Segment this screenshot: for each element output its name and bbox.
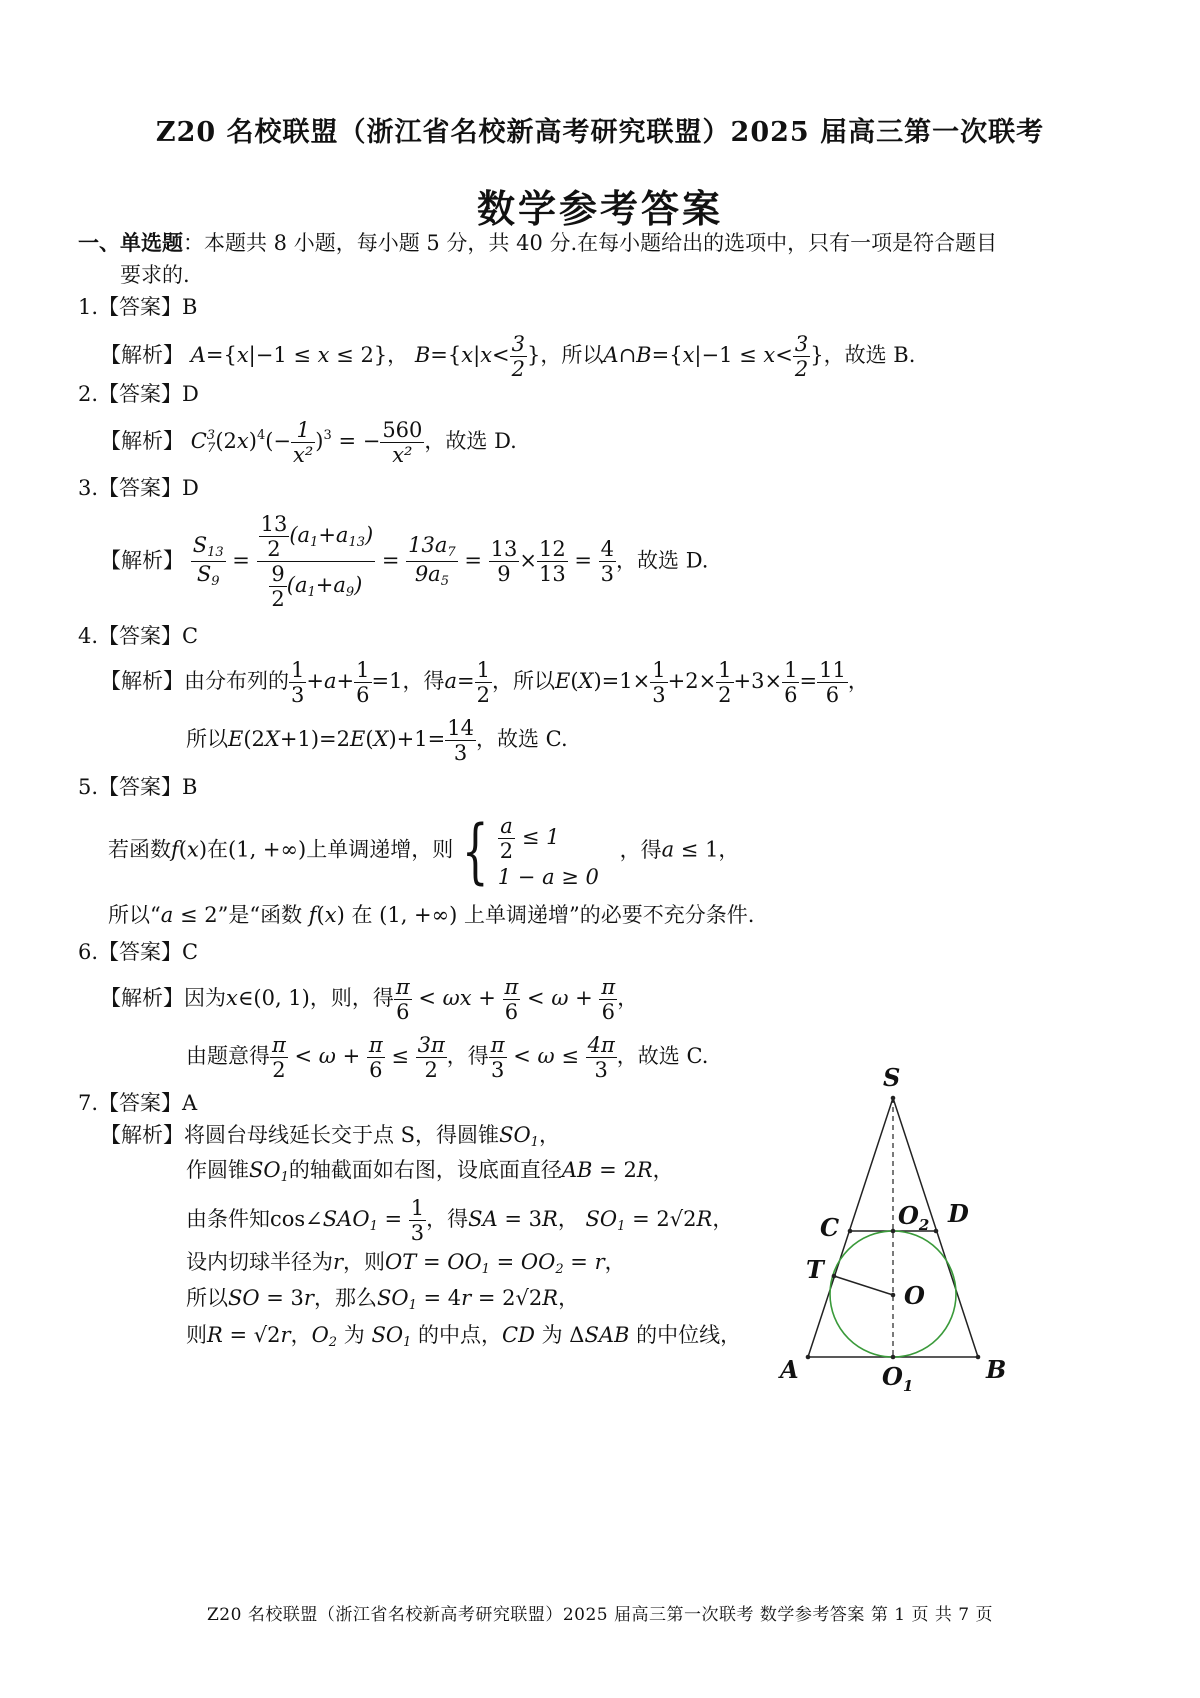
point-T [832, 1274, 837, 1279]
q3-solution: 【解析】 $\frac{S_{13}}{S_9}$ = $\frac{13}{2}$ $(a_1+a_{13})$ $\frac{9}{2}$ $(a_1+a_9)$ = $\frac{13a_7}{9a_5}$ = $\frac{13}{9}$ × $\frac{12}{13}$ = $\frac{4}{3}$ ，故选 D. [100, 512, 709, 612]
section-desc-2: 要求的. [120, 263, 190, 287]
q1-set-a: A [190, 343, 206, 368]
label-B: B [986, 1355, 1007, 1384]
q2-answer: 2.【答案】D [78, 382, 199, 406]
inequality-system: $\frac{a}{2}$ ≤ 1 1 − a ≥ 0 [497, 814, 599, 890]
q6-solution: 【解析】因为x∈(0, 1)，则，得 $\frac{\pi}{6}$ < ωx + $\frac{\pi}{6}$ < ω + $\frac{\pi}{6}$ ， [100, 975, 639, 1025]
answer-key-title: 数学参考答案 [476, 186, 723, 231]
section-heading [78, 232, 997, 254]
cone-figure [770, 1060, 1070, 1400]
q4-solution: 【解析】由分布列的 $\frac{1}{3}$ +a+ $\frac{1}{6}$ =1，得a= $\frac{1}{2}$ ，所以E(X)=1× $\frac{1}{3}$ +2× $\frac{1}{2}$ +3× $\frac{1}{6}$ = $\frac{11}{6}$ ， [100, 658, 869, 708]
label-S: S [883, 1063, 901, 1092]
q4-answer: 4.【答案】C [78, 624, 199, 648]
point-O1 [891, 1355, 896, 1360]
q1-answer: 1.【答案】B [78, 295, 198, 319]
q6-solution-2: 由题意得 $\frac{\pi}{2}$ < ω + $\frac{\pi}{6}$ ≤ $\frac{3\pi}{2}$ ，得 $\frac{\pi}{3}$ < ω ≤ $\frac{4\pi}{3}$ ，故选 C. [186, 1033, 709, 1083]
label-C: C [820, 1213, 840, 1242]
point-O [891, 1293, 896, 1298]
q2-solution: 【解析】 $C^3_7(2x)^4(-$ $\frac{1}{\text{x²}}$ )$^3$ = − $\frac{560}{\text{x²}}$ ，故选 D. [100, 418, 517, 468]
point-D [934, 1229, 939, 1234]
q5-answer: 5.【答案】B [78, 775, 198, 799]
q5-solution: 若函数f(x)在(1, +∞)上单调递增，则 { $\frac{a}{2}$ ≤ 1 1 − a ≥ 0 ，得a ≤ 1， [108, 810, 740, 893]
section-label: 一、单选题 [78, 230, 183, 255]
solution-tag: 【解析】 [100, 548, 184, 573]
q3-answer: 3.【答案】D [78, 476, 199, 500]
section-desc: ：本题共 8 小题，每小题 5 分，共 40 分.在每小题给出的选项中，只有一项是符合题目 [183, 231, 998, 255]
fraction: $\frac{3}{2}$ [794, 332, 809, 382]
q7-solution-2: 作圆锥$SO_1$的轴截面如右图，设底面直径AB = 2R， [186, 1158, 674, 1185]
solution-tag: 【解析】 [100, 343, 184, 368]
segment-OT [834, 1276, 893, 1295]
label-O2: $O_2$ [898, 1201, 930, 1234]
q7-solution-5: 所以SO = 3r，那么$SO_1 = 4r = 2√2R$， [186, 1286, 580, 1313]
exam-title: Z20 名校联盟（浙江省名校新高考研究联盟）2025 届高三第一次联考 [155, 117, 1045, 148]
q7-solution-3: 由条件知$\cos\angle SAO_1$ = $\frac{1}{3}$ ，得SA = 3R， $SO_1 = 2√2R$， [186, 1196, 734, 1246]
q7-answer: 7.【答案】A [78, 1091, 198, 1115]
label-A: A [780, 1355, 799, 1384]
solution-tag: 【解析】 [100, 986, 184, 1011]
point-A [806, 1355, 811, 1360]
point-B [976, 1355, 981, 1360]
solution-tag: 【解析】 [100, 669, 184, 694]
label-D: D [948, 1199, 969, 1228]
solution-tag: 【解析】 [100, 1123, 184, 1147]
q7-solution-1: 【解析】将圆台母线延长交于点 S，得圆锥$SO_1$， [100, 1123, 560, 1150]
point-O2 [891, 1229, 896, 1234]
q7-solution-4: 设内切球半径为r，则OT = $OO_1 = OO_2 = r$， [186, 1250, 626, 1277]
q1-solution: 【解析】 A={x|−1 ≤ x ≤ 2}， B={x|x< $\frac{3}{2}$ }，所以A∩B={x|−1 ≤ x< $\frac{3}{2}$ }，故选 B. [100, 332, 916, 382]
page-footer: Z20 名校联盟（浙江省名校新高考研究联盟）2025 届高三第一次联考 数学参考答案 第 1 页 共 7 页 [207, 1605, 993, 1625]
q5-solution-2: 所以“a ≤ 2”是“函数 f(x) 在 (1, +∞) 上单调递增”的必要不充分条件. [108, 903, 755, 927]
q4-solution-2: 所以E(2X+1)=2E(X)+1= $\frac{14}{3}$ ，故选 C. [186, 716, 568, 766]
q7-solution-6: 则R = √2r，$O_2$ 为 $SO_1$ 的中点，CD 为 ΔSAB 的中位线， [186, 1323, 742, 1350]
q6-answer: 6.【答案】C [78, 940, 199, 964]
point-S [891, 1096, 896, 1101]
solution-tag: 【解析】 [100, 429, 184, 454]
label-O1: $O_1$ [882, 1362, 914, 1395]
point-C [848, 1229, 853, 1234]
fraction: $\frac{3}{2}$ [511, 332, 526, 382]
brace: { [462, 810, 489, 893]
label-T: T [806, 1255, 824, 1284]
label-O: O [904, 1281, 925, 1310]
